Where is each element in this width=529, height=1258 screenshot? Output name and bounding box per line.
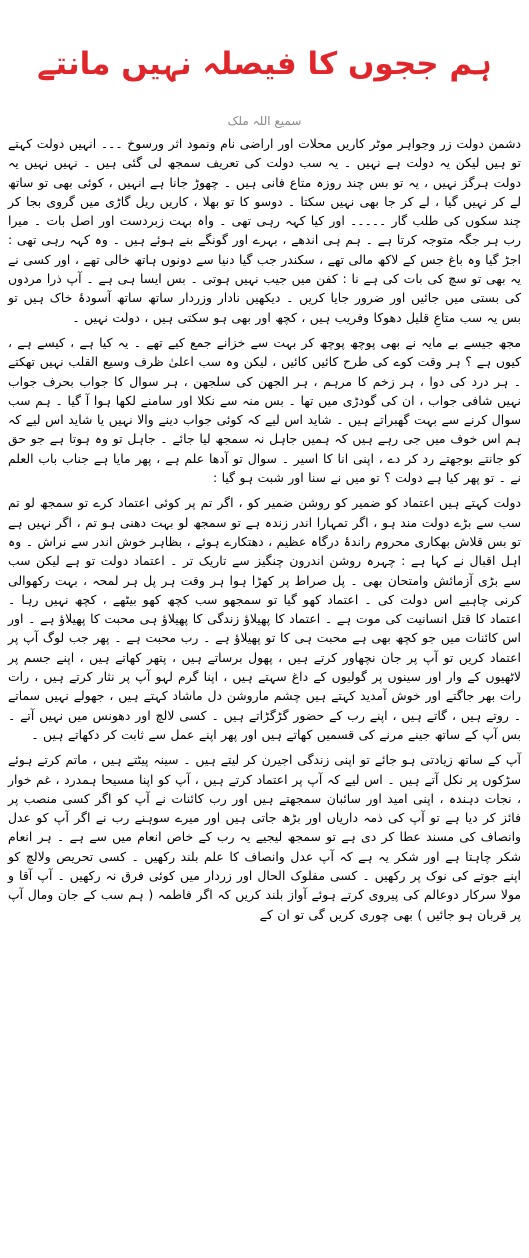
- paragraph: مجھ جیسے بے مایہ نے بھی پوچھ پوچھ کر بہت سے خزانے جمع کیے تھے ۔ یہ کیا ہے ، کیسے ہے ، کیوں ہے ؟ ہر وقت کوے کی طرح کائیں کائیں ، لیکن وہ سب اعلیٰ ظرف وسیع القلب نہیں تھکتے ۔ ہر درد کی دوا ، ہر زخم کا مرہم ، ہر الجھن کی سلجھن ، ہر سوال کا جواب بحرف جواب نہیں شافی جواب ، ان کی گودڑی میں تھا ۔ بس منہ سے نکلا اور سامنے لکھا ہوا آ گیا ۔ ہم سب سوال کرنے سے بہت گھبراتے ہیں ۔ شاید اس لیے کہ کوئی جواب دینے والا نہیں یا شاید اس لیے کہ ہم اس خوف میں جی رہے ہیں کہ ہمیں جاہل نہ سمجھ لیا جائے ۔ جاہل تو وہ ہوتا ہے جو حق کو جانتے بوجھتے رد کر دے ، اپنی انا کا اسیر ۔ سوال تو آدھا علم ہے ، پھر مایا ہے جناب باب العلم نے ۔ تو پھر کیا ہے دولت ؟ تو میں نے سنا اور شبت ہو گیا :: [8, 334, 521, 486]
- paragraph: دولت کہتے ہیں اعتماد کو ضمیر کو روشن ضمیر کو ، اگر تم پر کوئی اعتماد کرے تو سمجھ لو تم سب سے بڑے دولت مند ہو ، اگر تمہارا اندر زندہ ہے تو سمجھ لو بہت دھنی ہو تم ، اگر نہیں ہے تو بس قلاش بھکاری محروم راندۂ درگاہ عظیم ، دھتکارے ہوئے ، بظاہر خوش اندر سے نراش ۔ وہ اہل اقبال نے کہا ہے : چہرہ روشن اندرون چنگیز سے تاریک تر ۔ اعتماد دولت تو ہے لیکن سب سے بڑی آزمائش وامتحان بھی ۔ پل صراط پر کھڑا ہوا ہر وقت ہر پل ہر لمحہ ، بہت رکھوالی کرنی چاہیے اس دولت کی ۔ اعتماد کھو گیا تو سمجھو سب کچھ کھو بیٹھے ، کچھ نہیں رہا ۔ اعتماد کا قتل انسانیت کی موت ہے ۔ اعتماد کا پھیلاؤ زندگی کا پھیلاؤ ہی محبت کا پھیلاؤ ہے ۔ اور اس کائنات میں جو کچھ بھی ہے محبت ہی کا تو پھیلاؤ ہے ۔ رب محبت ہے ۔ پھر جب لوگ آپ پر اعتماد کریں تو آپ پر جان نچھاور کرتے ہیں ، پھول برساتے ہیں ، پتھر کھاتے ہیں ، اپنے جسم پر لاٹھیوں کے وار اور سینوں پر گولیوں کے داغ سہتے ہیں ، اپنا گرم لہو آپ پر نثار کرتے ہیں ، رات رات بھر جاگتے اور خوش آمدید کہتے ہیں چشم ماروشن دل ماشاد کہتے ہیں ، جھولے نہیں سماتے ۔ روتے ہیں ، گاتے ہیں ، اپنے رب کے حضور گڑگڑاتے ہیں ۔ کسی لالچ اور دھونس میں نہیں آتے ۔ بس آپ کے ساتھ جینے مرنے کی قسمیں کھاتے ہیں اور پھر اپنے عمل سے ثابت کر دکھاتے ہیں ۔: [8, 495, 521, 742]
- paragraph: آپ کے ساتھ زیادتی ہو جائے تو اپنی زندگی اجیرن کر لیتے ہیں ۔ سینہ پیٹتے ہیں ، ماتم کرتے ہوئے سڑکوں پر نکل آتے ہیں ۔ اس لیے کہ آپ پر اعتماد کرتے ہیں ، آپ کو اپنا مسیحا ہمدرد ، غم خوار ، نجات دہندہ ، اپنی امید اور سائبان سمجھتے ہیں اور رب کائنات نے آپ کو اگر کسی منصب پر فائز کر دیا ہے تو آپ کی ذمہ داریاں اور بڑھ جاتی ہیں اور میرے سوہنے رب نے اگر آپ کو عدل وانصاف کی مسند عطا کر دی ہے تو سمجھ لیجیے یہ رب کے خاص انعام میں سے ہے ۔ ہر انعام شکر چاہتا ہے اور شکر یہ ہے کہ آپ عدل وانصاف کا علم بلند رکھیں ۔ کسی تحریص ولالچ کو اپنے جوتے کی نوک پر رکھیں ۔ کسی مفلوک الحال اور زردار میں کوئی فرق نہ رکھیں ۔ آپ آقا و مولا سرکار دوعالم کی پیروی کرتے ہوئے آواز بلند کریں کہ اگر فاطمہ ( ہم سب کے جان ومال آپ پر قربان ہو جائیں ) بھی چوری کریں گی تو ان کے: [8, 752, 521, 922]
- headline: ہم ججوں کا فیصلہ نہیں مانتے: [37, 46, 492, 82]
- article-body: [8, 134, 521, 924]
- author-byline: سمیع اللہ ملک: [227, 114, 302, 128]
- paragraph: دشمن دولت زر وجواہر موٹر کاریں محلات اور اراضی نام ونمود اثر ورسوخ ۔۔۔ انہیں دولت کہتے تو ہیں لیکن یہ دولت ہے نہیں ۔ یہ سب دولت کی تعریف سمجھ لی گئی ہیں ۔ نہیں نہیں یہ دولت ہرگز نہیں ، یہ تو بس چند روزہ متاع فانی ہیں ۔ چھوڑ جانا ہے انہیں ، کوئی بھی تو ساتھ لے کر نہیں گیا ، لے کر جا بھی نہیں سکتا ۔ دوسو کا تو بھلا ، کاریں ریل گاڑی میں گروی بجا کر چند سکوں کی طلب گار ۔۔۔۔۔ اور کیا کہہ رہی تھی ۔ واہ بہت زبردست اور اصل بات ۔ میرا رب ہر جگہ متوجہ کرتا ہے ۔ ہم ہی اندھے ، بہرے اور گونگے بنے ہوئے ہیں ۔ وہ کہہ رہی تھی : اجڑ گیا وہ باغ جس کے لاکھ مالی تھے ، سکندر جب گیا دنیا سے دونوں ہاتھ خالی تھے ، اور کسی نے یہ بھی تو سچ کی بات کی ہے نا : کفن میں جیب نہیں ہوتی ۔ بس ایسا ہی ہے ۔ آپ ذرا مردوں کی بستی میں جائیں اور ضرور جایا کریں ۔ دیکھیں نادار وزردار ساتھ ساتھ آسودۂ خاک ہیں تو بس یہ سب متاعِ قلیل دھوکا وفریب ہیں ، کچھ اور بھی ہو سکتی ہیں ، دولت نہیں ۔: [8, 136, 521, 325]
